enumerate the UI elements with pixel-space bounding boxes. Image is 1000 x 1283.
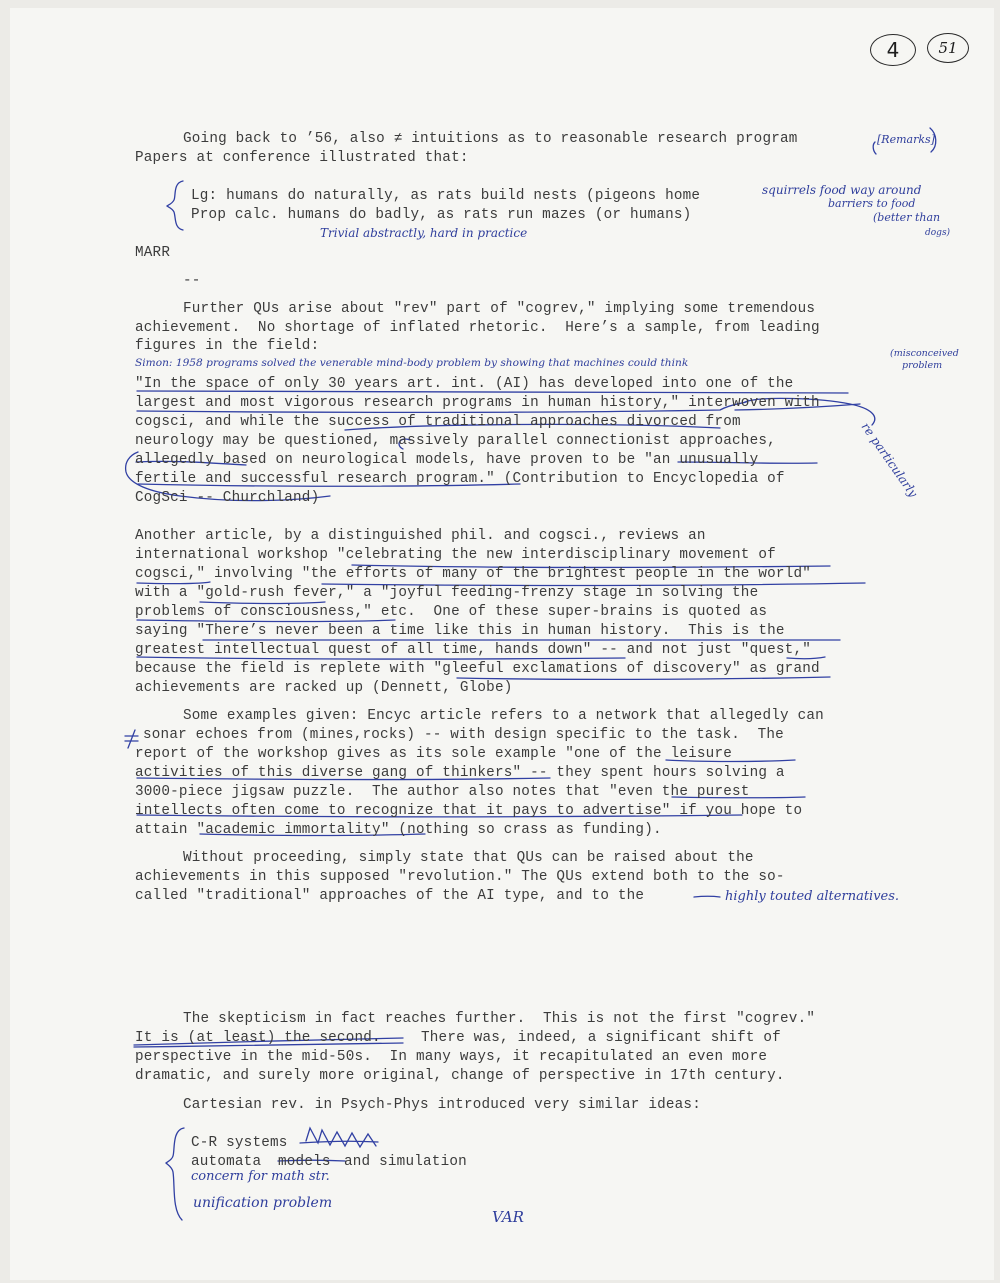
typed-line: saying "There’s never been a time like this in human history. This is the	[135, 623, 785, 639]
typed-list-item: C-R systems	[191, 1135, 288, 1151]
handwritten-barriers: barriers to food	[828, 197, 916, 210]
typed-line: Lg: humans do naturally, as rats build nests (pigeons home	[191, 188, 701, 204]
handwritten-list-item: concern for math str.	[191, 1169, 330, 1184]
typed-line: Cartesian rev. in Psych-Phys introduced very similar ideas:	[183, 1097, 701, 1113]
typed-list-item: automata	[191, 1154, 262, 1170]
typed-line: report of the workshop gives as its sole example "one of the leisure	[135, 746, 733, 762]
typed-line: attain "academic immortality" (nothing so crass as funding).	[135, 822, 662, 838]
page-number-circled: 4	[870, 34, 916, 66]
typed-line: allegedly based on neurological models, have proven to be "an unusually	[135, 452, 759, 468]
handwritten-simon-note: Simon: 1958 programs solved the venerable mind-body problem by showing that machines could think	[135, 357, 689, 369]
typed-line: international workshop "celebrating the new interdisciplinary movement of	[135, 547, 776, 563]
typed-line: figures in the field:	[135, 338, 320, 354]
typed-line: because the field is replete with "gleeful exclamations of discovery" as grand	[135, 661, 820, 677]
typed-line: Prop calc. humans do badly, as rats run mazes (or humans)	[191, 207, 692, 223]
typed-line: Going back to ’56, also ≠ intuitions as to reasonable research program	[183, 131, 798, 147]
typed-line: intellects often come to recognize that it pays to advertise" if you hope to	[135, 803, 803, 819]
typed-struck-text: It is (at least) the second.	[135, 1030, 381, 1046]
typed-divider-dash: --	[183, 273, 201, 289]
typed-line: Further QUs arise about "rev" part of "cogrev," implying some tremendous	[183, 301, 816, 317]
alt-page-number-circled: 51	[927, 33, 969, 63]
typed-line: called "traditional" approaches of the AI type, and to the	[135, 888, 645, 904]
handwritten-misconceived: (misconceived	[890, 348, 959, 359]
typed-line: neurology may be questioned, massively parallel connectionist approaches,	[135, 433, 776, 449]
typed-line: 3000-piece jigsaw puzzle. The author also notes that "even the purest	[135, 784, 750, 800]
typed-line: cogsci, and while the success of traditional approaches divorced from	[135, 414, 741, 430]
typed-line: with a "gold-rush fever," a "joyful feeding-frenzy stage in solving the	[135, 585, 759, 601]
typed-line: CogSci -- Churchland)	[135, 490, 320, 506]
typed-line: perspective in the mid-50s. In many ways, it recapitulated an even more	[135, 1049, 768, 1065]
typed-line: Papers at conference illustrated that:	[135, 150, 469, 166]
handwritten-remarks: [Remarks]	[877, 133, 935, 146]
typed-line: achievement. No shortage of inflated rhetoric. Here’s a sample, from leading	[135, 320, 820, 336]
typed-line: "In the space of only 30 years art. int. (AI) has developed into one of the	[135, 376, 794, 392]
handwritten-initials: VAR	[492, 1208, 524, 1226]
handwritten-problem: problem	[902, 360, 943, 371]
typed-line: Some examples given: Encyc article refers to a network that allegedly can	[183, 708, 824, 724]
typed-struck-text: models	[278, 1154, 331, 1170]
handwritten-particularly: re particularly	[858, 420, 921, 500]
typed-line: Another article, by a distinguished phil. and cogsci., reviews an	[135, 528, 706, 544]
typed-line: The skepticism in fact reaches further. This is not the first "cogrev."	[183, 1011, 816, 1027]
handwritten-squirrels: squirrels food way around	[762, 183, 922, 197]
typed-line: Without proceeding, simply state that QUs can be raised about the	[183, 850, 754, 866]
typed-line: There was, indeed, a significant shift of	[421, 1030, 781, 1046]
typed-label-marr: MARR	[135, 245, 171, 261]
typed-line: cogsci," involving "the efforts of many of the brightest people in the world"	[135, 566, 812, 582]
typed-line: activities of this diverse gang of thinkers" -- they spent hours solving a	[135, 765, 785, 781]
handwritten-dogs: dogs)	[925, 228, 951, 238]
typed-line: dramatic, and surely more original, change of perspective in 17th century.	[135, 1068, 785, 1084]
typed-list-item: and simulation	[344, 1154, 467, 1170]
typed-line: sonar echoes from (mines,rocks) -- with design specific to the task. The	[143, 727, 784, 743]
handwritten-list-item: unification problem	[193, 1195, 333, 1211]
typed-line: achievements in this supposed "revolution." The QUs extend both to the so-	[135, 869, 785, 885]
typed-line: problems of consciousness," etc. One of these super-brains is quoted as	[135, 604, 768, 620]
typed-line: fertile and successful research program." (Contribution to Encyclopedia of	[135, 471, 785, 487]
typed-line: achievements are racked up (Dennett, Globe)	[135, 680, 513, 696]
handwritten-trivial-note: Trivial abstractly, hard in practice	[320, 226, 528, 240]
typed-line: greatest intellectual quest of all time, hands down" -- and not just "quest,"	[135, 642, 812, 658]
handwritten-highly-touted: highly touted alternatives.	[725, 889, 900, 904]
handwritten-better-than: (better than	[873, 211, 941, 224]
typed-line: largest and most vigorous research programs in human history," interwoven with	[135, 395, 820, 411]
